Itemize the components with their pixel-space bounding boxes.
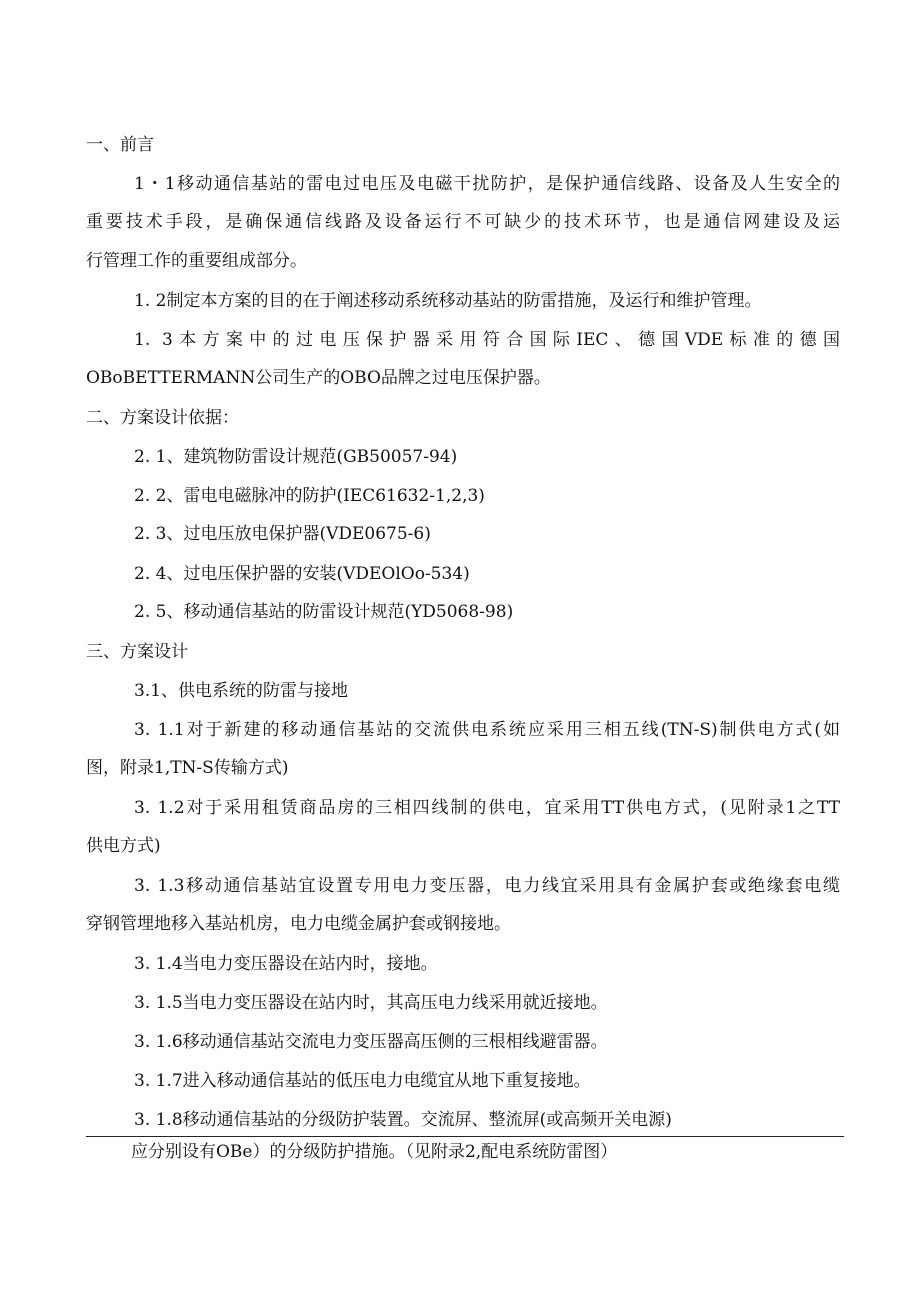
paragraph-1-2: 1. 2制定本方案的目的在于阐述移动系统移动基站的防雷措施，及运行和维护管理。 (134, 291, 762, 311)
design-item-3-1-4: 3. 1.4当电力变压器设在站内时，接地。 (134, 954, 438, 974)
design-item-3-1-1-line-2: 图，附录1,TN-S传输方式) (86, 758, 289, 778)
design-item-3-1-2-line-2: 供电方式) (86, 836, 161, 856)
basis-item-2-2: 2. 2、雷电电磁脉冲的防护(IEC61632-1,2,3) (134, 486, 485, 506)
design-item-3-1-5: 3. 1.5当电力变压器设在站内时，其高压电力线采用就近接地。 (134, 993, 608, 1013)
section-heading-basis: 二、方案设计依据： (86, 408, 239, 428)
footnote-text: 应分别设有OBe）的分级防护措施。（见附录2,配电系统防雷图） (131, 1142, 618, 1162)
design-item-3-1-2-line-1: 3. 1.2对于采用租赁商品房的三相四线制的供电，宜采用TT供电方式，(见附录1之TT (134, 798, 840, 818)
basis-item-2-4: 2. 4、过电压保护器的安装(VDEOlOo-534) (134, 564, 470, 584)
footnote-divider (86, 1136, 844, 1137)
paragraph-1-1-line-2: 重要技术手段，是确保通信线路及设备运行不可缺少的技术环节，也是通信网建设及运 (86, 212, 840, 232)
basis-item-2-1: 2. 1、建筑物防雷设计规范(GB50057-94) (134, 447, 458, 467)
design-item-3-1-7: 3. 1.7进入移动通信基站的低压电力电缆宜从地下重复接地。 (134, 1071, 591, 1091)
section-heading-preface: 一、前言 (86, 135, 154, 155)
design-item-3-1-3-line-1: 3. 1.3移动通信基站宜设置专用电力变压器，电力线宜采用具有金属护套或绝缘套电缆 (134, 876, 840, 896)
design-item-3-1-1-line-1: 3. 1.1对于新建的移动通信基站的交流供电系统应采用三相五线(TN-S)制供电方式(如 (134, 720, 840, 740)
design-item-3-1-8: 3. 1.8移动通信基站的分级防护装置。交流屏、整流屏(或高频开关电源) (134, 1110, 672, 1130)
design-item-3-1-6: 3. 1.6移动通信基站交流电力变压器高压侧的三根相线避雷器。 (134, 1032, 608, 1052)
design-item-3-1: 3.1、供电系统的防雷与接地 (134, 681, 349, 701)
paragraph-1-1-line-1: 1・1移动通信基站的雷电过电压及电磁干扰防护，是保护通信线路、设备及人生安全的 (134, 174, 840, 194)
design-item-3-1-3-line-2: 穿钢管埋地移入基站机房，电力电缆金属护套或钢接地。 (86, 914, 511, 934)
paragraph-1-3-line-2: OBoBETTERMANN公司生产的OBO品牌之过电压保护器。 (86, 368, 551, 388)
basis-item-2-3: 2. 3、过电压放电保护器(VDE0675-6) (134, 524, 431, 544)
paragraph-1-1-line-3: 行管理工作的重要组成部分。 (86, 251, 307, 271)
section-heading-design: 三、方案设计 (86, 642, 188, 662)
paragraph-1-3-line-1: 1. 3本方案中的过电压保护器采用符合国际IEC、德国VDE标准的德国 (134, 330, 840, 350)
basis-item-2-5: 2. 5、移动通信基站的防雷设计规范(YD5068-98) (134, 602, 514, 622)
